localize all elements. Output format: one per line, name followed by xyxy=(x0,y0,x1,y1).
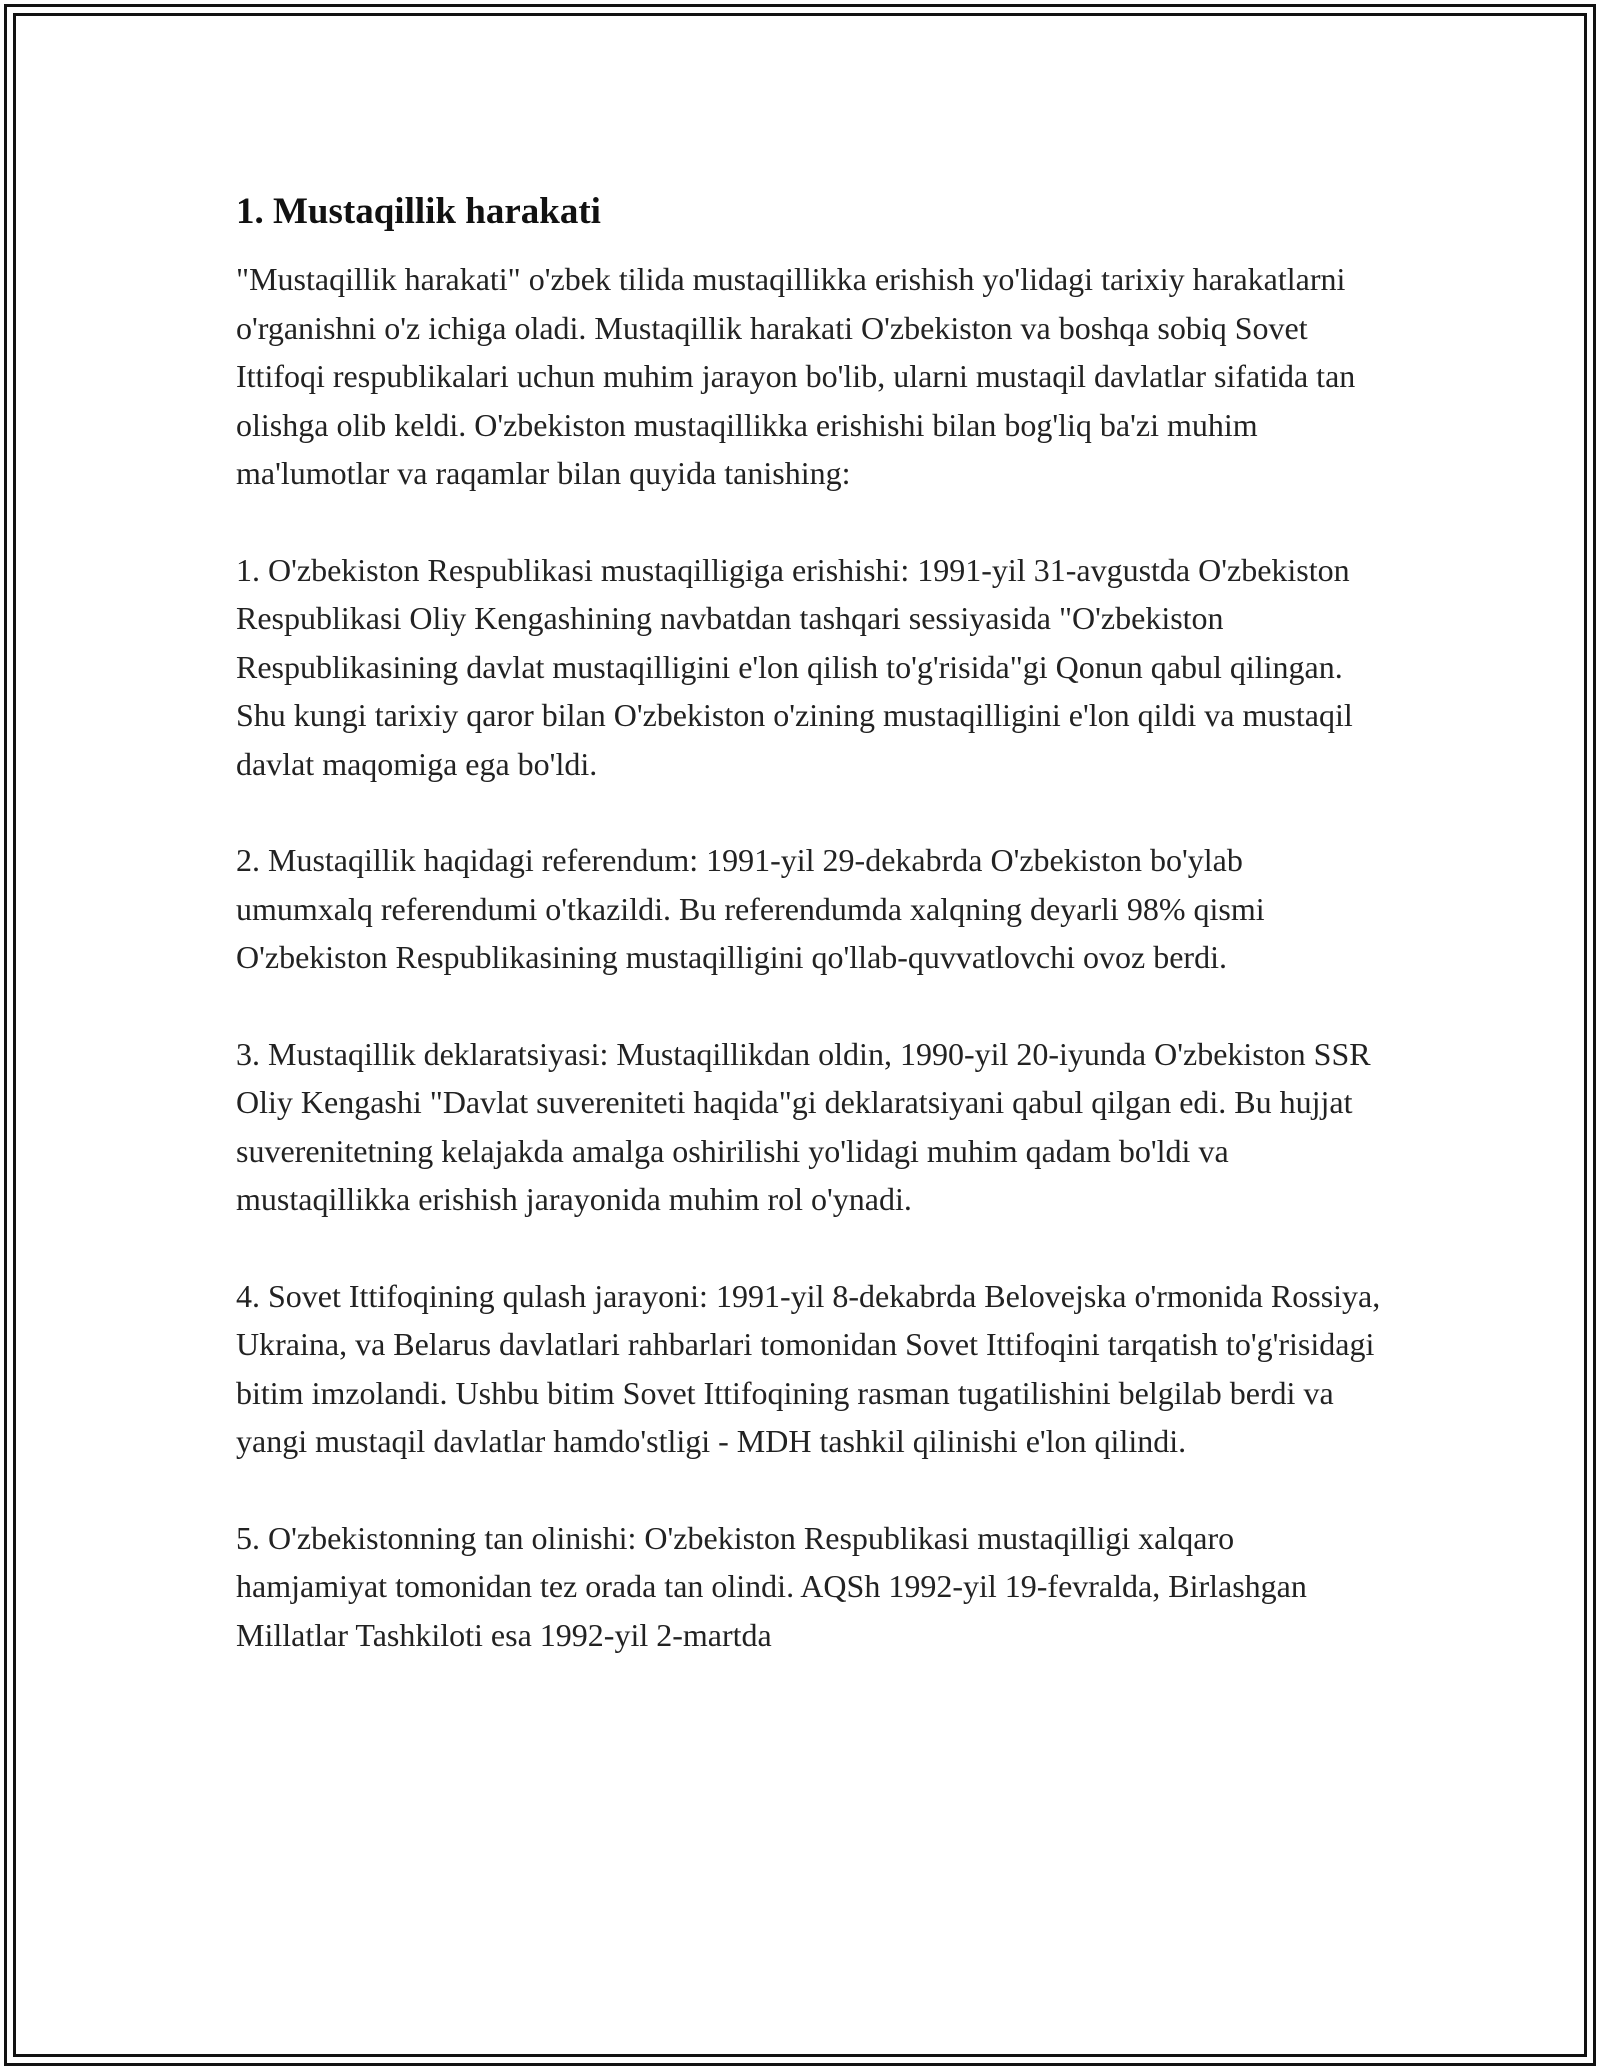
document-body xyxy=(236,185,1386,1659)
section-title: 1. Mustaqillik harakati xyxy=(236,191,601,232)
paragraph-item-3: 3. Mustaqillik deklaratsiyasi: Mustaqillikdan oldin, 1990-yil 20-iyunda O'zbekiston SSR Oliy Kengashi "Davlat suvereniteti haqida"gi deklaratsiyani qabul qilgan edi. Bu hujjat suverenitetning kelajakda amalga oshirilishi yo'lidagi muhim qadam bo'ldi va mustaqillikka erishish jarayonida muhim rol o'ynadi. xyxy=(236,1035,1371,1217)
paragraph-item-2: 2. Mustaqillik haqidagi referendum: 1991-yil 29-dekabrda O'zbekiston bo'ylab umumxalq referendumi o'tkazildi. Bu referendumda xalqning deyarli 98% qismi O'zbekiston Respublikasining mustaqilligini qo'llab-quvvatlovchi ovoz berdi. xyxy=(236,842,1265,975)
paragraph-item-4: 4. Sovet Ittifoqining qulash jarayoni: 1991-yil 8-dekabrda Belovejska o'rmonida Rossiya, Ukraina, va Belarus davlatlari rahbarlari tomonidan Sovet Ittifoqini tarqatish to'g'risidagi bitim imzolandi. Ushbu bitim Sovet Ittifoqining rasman tugatilishini belgilab berdi va yangi mustaqil davlatlar hamdo'stligi - MDH tashkil qilinishi e'lon qilindi. xyxy=(236,1277,1381,1459)
paragraph-item-1: 1. O'zbekiston Respublikasi mustaqilligiga erishishi: 1991-yil 31-avgustda O'zbekiston Respublikasi Oliy Kengashining navbatdan tashqari sessiyasida "O'zbekiston Respublikasining davlat mustaqilligini e'lon qilish to'g'risida"gi Qonun qabul qilingan. Shu kungi tarixiy qaror bilan O'zbekiston o'zining mustaqilligini e'lon qildi va mustaqil davlat maqomiga ega bo'ldi. xyxy=(236,551,1353,782)
paragraph-intro: "Mustaqillik harakati" o'zbek tilida mustaqillikka erishish yo'lidagi tarixiy harakatlarni o'rganishni o'z ichiga oladi. Mustaqillik harakati O'zbekiston va boshqa sobiq Sovet Ittifoqi respublikalari uchun muhim jarayon bo'lib, ularni mustaqil davlatlar sifatida tan olishga olib keldi. O'zbekiston mustaqillikka erishishi bilan bog'liq ba'zi muhim ma'lumotlar va raqamlar bilan quyida tanishing: xyxy=(236,261,1356,491)
paragraph-item-5: 5. O'zbekistonning tan olinishi: O'zbekiston Respublikasi mustaqilligi xalqaro hamjamiyat tomonidan tez orada tan olindi. AQSh 1992-yil 19-fevralda, Birlashgan Millatlar Tashkiloti esa 1992-yil 2-martda xyxy=(236,1519,1307,1653)
